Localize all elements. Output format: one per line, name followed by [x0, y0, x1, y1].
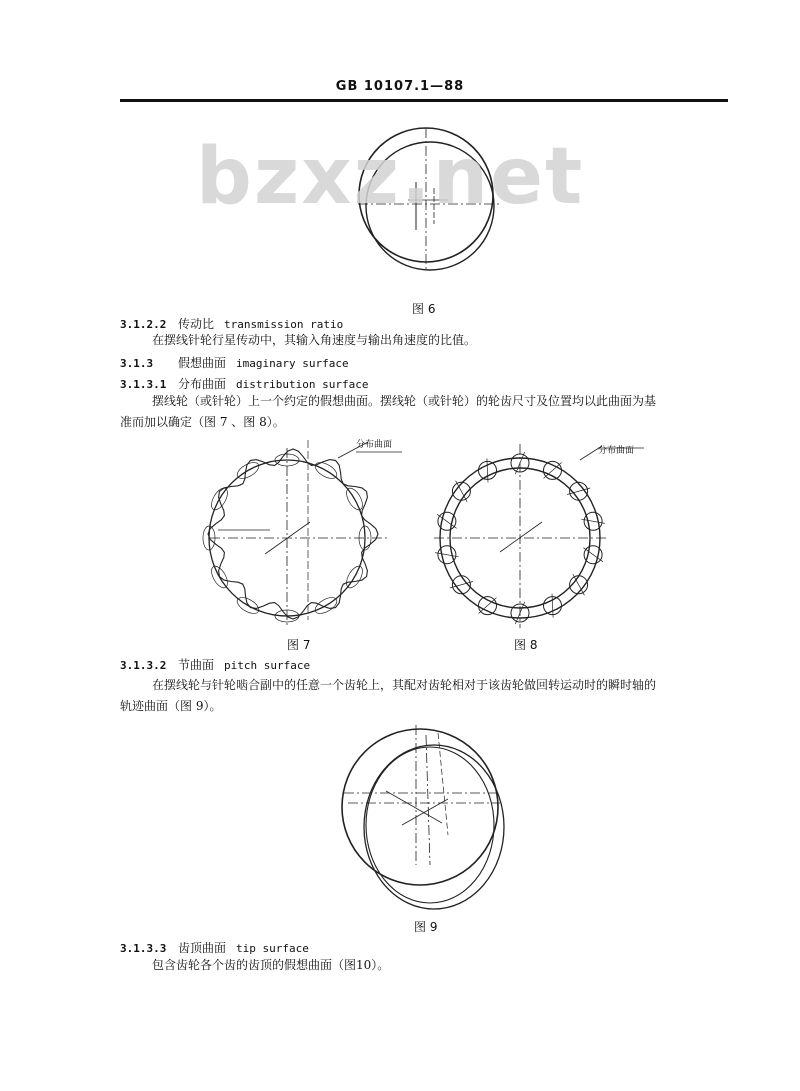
figure-7-caption: 图 7 — [287, 638, 311, 652]
pin-center-line — [552, 594, 553, 618]
section-title-zh: 假想曲面 — [178, 356, 227, 370]
figure-9-caption: 图 9 — [414, 920, 438, 934]
section-3-1-3-1-heading — [120, 375, 368, 392]
figure-7-drawing — [210, 430, 410, 630]
section-title-zh: 分布曲面 — [178, 377, 227, 391]
section-title-en: imaginary surface — [236, 357, 349, 370]
pin-center-line — [487, 458, 488, 482]
paragraph-distribution-line-2: 准而加以确定（图 7 、图 8）。 — [120, 415, 285, 429]
figure-6-caption: 图 6 — [412, 302, 436, 316]
section-number: 3.1.3.2 — [120, 659, 167, 672]
section-number: 3.1.2.2 — [120, 318, 167, 331]
figure-8-caption: 图 8 — [514, 638, 538, 652]
section-title-en: pitch surface — [224, 659, 311, 672]
paragraph-pitch-line-2: 轨迹曲面（图 9）。 — [120, 699, 222, 713]
section-title-zh: 传动比 — [178, 317, 215, 331]
figure-8-drawing — [430, 430, 630, 630]
section-title-zh: 节曲面 — [178, 658, 215, 672]
paragraph-distribution-line-1: 摆线轮（或针轮）上一个约定的假想曲面。摆线轮（或针轮）的轮齿尺寸及位置均以此曲面为基 — [152, 394, 657, 408]
section-title-en: transmission ratio — [224, 318, 344, 331]
section-title-en: distribution surface — [236, 378, 369, 391]
paragraph-pitch-line-1: 在摆线轮与针轮啮合副中的任意一个齿轮上，其配对齿轮相对于该齿轮做回转运动时的瞬时轴的 — [152, 678, 657, 692]
pin-center-line — [581, 519, 605, 523]
paragraph-transmission-ratio: 在摆线针轮行星传动中，其输入角速度与输出角速度的比值。 — [152, 333, 477, 347]
section-title-zh: 齿顶曲面 — [178, 941, 227, 955]
figure-7-label: 分布曲面 — [356, 440, 393, 450]
section-3-1-3-2-heading — [120, 656, 310, 673]
section-number: 3.1.3.3 — [120, 942, 167, 955]
section-number: 3.1.3 — [120, 357, 154, 370]
section-3-1-3-heading — [120, 354, 349, 371]
header-rule — [120, 99, 728, 102]
paragraph-tip-surface: 包含齿轮各个齿的齿顶的假想曲面（图10）。 — [152, 958, 390, 972]
figure-9-drawing — [330, 715, 520, 915]
standard-code-header: GB 10107.1—88 — [335, 79, 465, 94]
figure-8-label: 分布曲面 — [598, 446, 635, 456]
pin-center-line — [435, 553, 459, 557]
watermark: bzxz.net — [196, 132, 585, 222]
section-3-1-3-3-heading — [120, 939, 309, 956]
section-title-en: tip surface — [236, 942, 309, 955]
section-number: 3.1.3.1 — [120, 378, 167, 391]
